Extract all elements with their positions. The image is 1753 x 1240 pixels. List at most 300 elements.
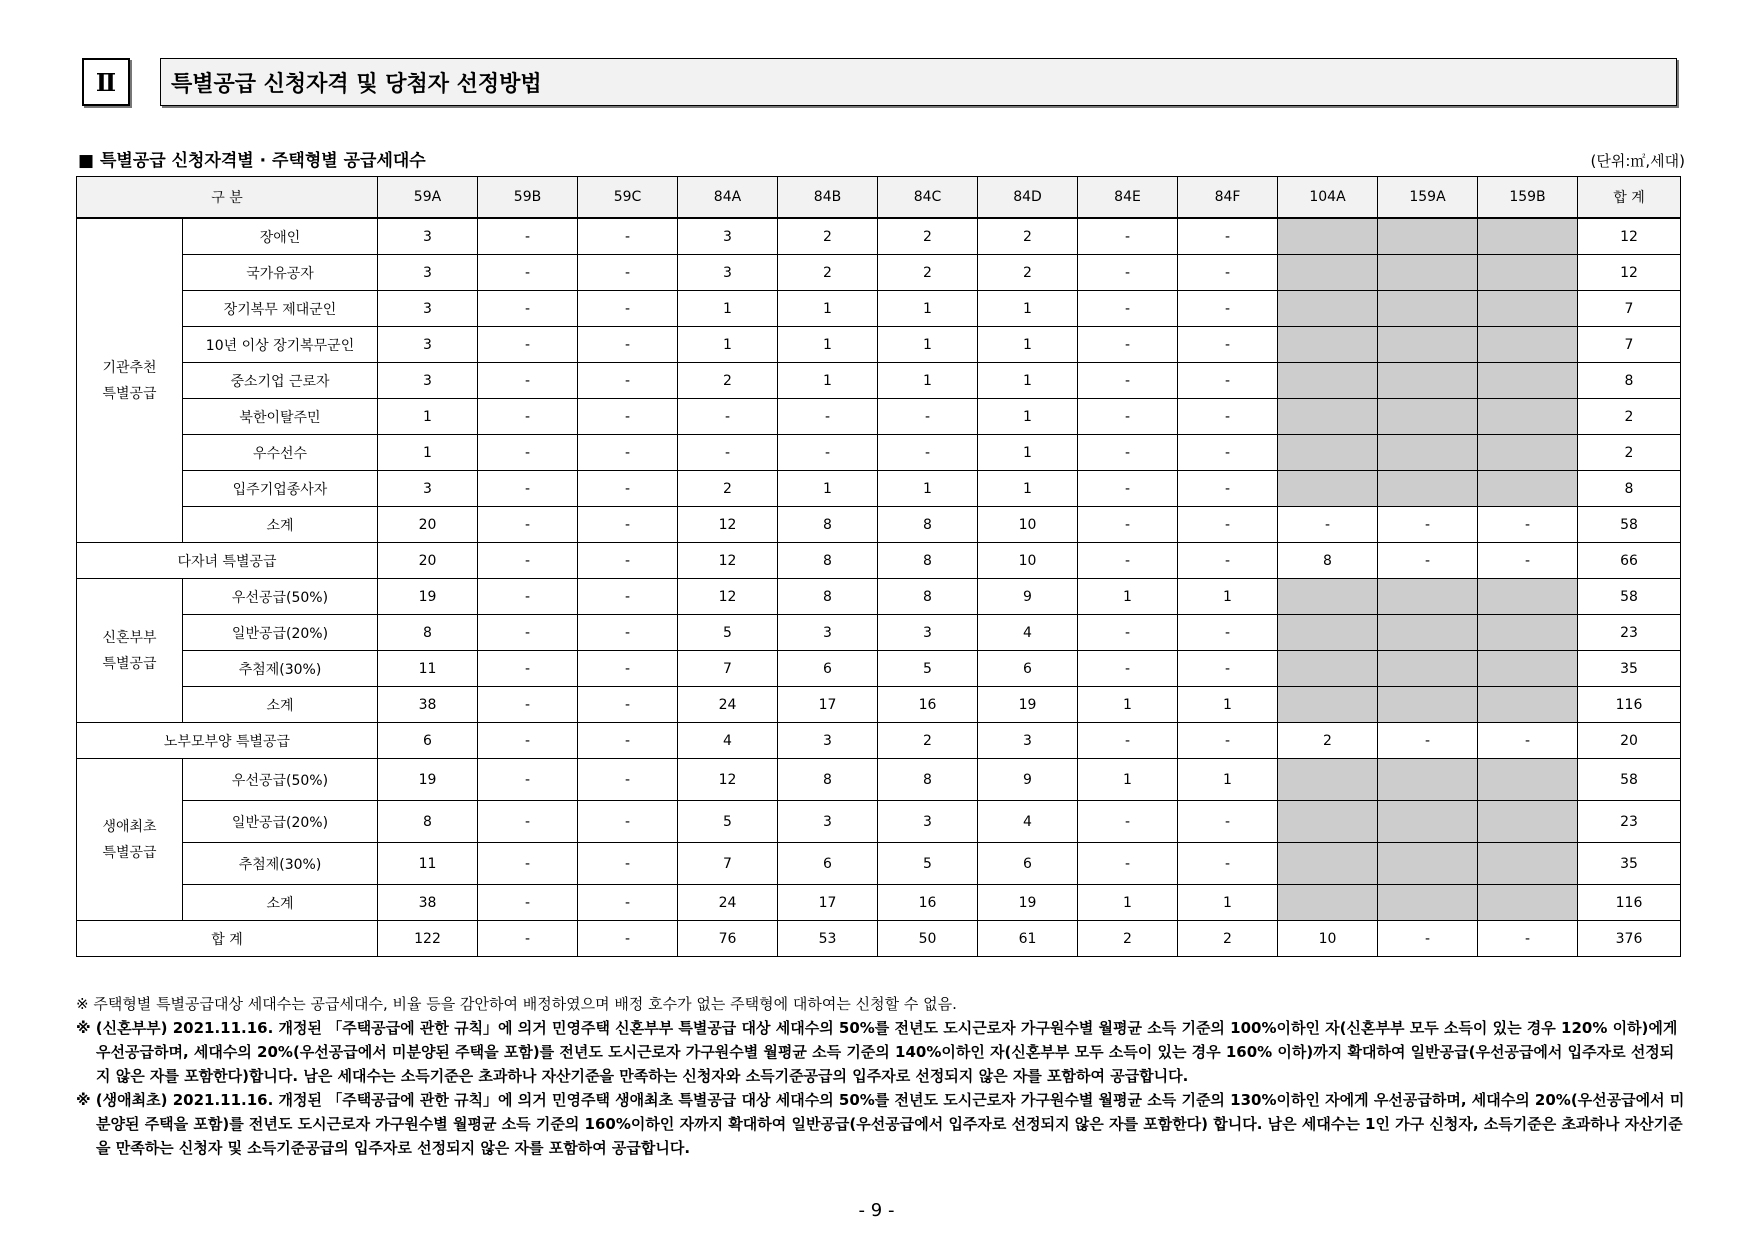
table-cell: 3: [378, 363, 478, 399]
row-label: 장기복무 제대군인: [183, 291, 378, 327]
table-cell: -: [478, 255, 578, 291]
row-label: 10년 이상 장기복무군인: [183, 327, 378, 363]
table-cell: -: [1178, 843, 1278, 885]
table-cell: 19: [378, 579, 478, 615]
table-cell: -: [878, 399, 978, 435]
table-cell: -: [1178, 507, 1278, 543]
table-cell: -: [1178, 435, 1278, 471]
table-cell: -: [578, 435, 678, 471]
table-cell: 1: [778, 471, 878, 507]
table-cell: 19: [378, 759, 478, 801]
empty-cell: [1378, 579, 1478, 615]
table-cell: -: [1178, 471, 1278, 507]
empty-cell: [1278, 471, 1378, 507]
table-cell: 1: [978, 327, 1078, 363]
table-cell: 2: [778, 255, 878, 291]
header-col: 59B: [478, 177, 578, 219]
table-cell: 8: [778, 579, 878, 615]
note-general: ※ 주택형별 특별공급대상 세대수는 공급세대수, 비율 등을 감안하여 배정하였으며 배정 호수가 없는 주택형에 대하여는 신청할 수 없음.: [76, 995, 957, 1013]
row-label: 소계: [183, 687, 378, 723]
row-total: 116: [1578, 687, 1681, 723]
notes: [76, 992, 1686, 1160]
empty-cell: [1478, 255, 1578, 291]
table-cell: 1: [878, 327, 978, 363]
table-cell: 2: [878, 255, 978, 291]
table-cell: 1: [878, 363, 978, 399]
empty-cell: [1378, 363, 1478, 399]
table-cell: 3: [378, 471, 478, 507]
table-cell: 1: [978, 435, 1078, 471]
row-total: 23: [1578, 801, 1681, 843]
table-cell: 8: [878, 579, 978, 615]
row-total: 2: [1578, 399, 1681, 435]
row-total: 66: [1578, 543, 1681, 579]
row-total: 116: [1578, 885, 1681, 921]
table-cell: -: [1378, 543, 1478, 579]
row-total: 7: [1578, 327, 1681, 363]
row-label: 추첨제(30%): [183, 843, 378, 885]
row-total: 58: [1578, 579, 1681, 615]
note-first-time: ※ (생애최초) 2021.11.16. 개정된 「주택공급에 관한 규칙」에 의거 민영주택 생애최초 특별공급 대상 세대수의 50%를 전년도 도시근로자 가구원수별 월평균 소득 기준의 130%이하인 자에게 우선공급하며, 세대수의 20%(우선공급에서 미분양된 주택을 포함)를 전년도 도시근로자 가구원수별 월평균 소득 기준의 160%이하인 자까지 확대하여 일반공급(우선공급에서 입주자로 선정되지 않은 자를 포함한다) 합니다. 남은 세대수는 1인 가구 신청자, 소득기준은 초과하나 자산기준을 만족하는 신청자 및 소득기준공급의 입주자로 선정되지 않은 자를 포함하여 공급합니다.: [76, 1091, 1685, 1157]
empty-cell: [1478, 471, 1578, 507]
header-col: 84C: [878, 177, 978, 219]
empty-cell: [1378, 843, 1478, 885]
table-cell: -: [578, 327, 678, 363]
table-cell: 9: [978, 759, 1078, 801]
group-label: 생애최초 특별공급: [77, 759, 183, 921]
empty-cell: [1378, 687, 1478, 723]
table-cell: 76: [678, 921, 778, 957]
table-cell: 7: [678, 651, 778, 687]
table-cell: -: [478, 723, 578, 759]
table-cell: 8: [1278, 543, 1378, 579]
empty-cell: [1278, 399, 1378, 435]
table-row: [77, 363, 1681, 399]
table-cell: -: [1078, 399, 1178, 435]
table-cell: 1: [978, 399, 1078, 435]
empty-cell: [1378, 801, 1478, 843]
empty-cell: [1478, 801, 1578, 843]
table-cell: 3: [878, 801, 978, 843]
table-cell: 12: [678, 543, 778, 579]
row-label: 국가유공자: [183, 255, 378, 291]
table-cell: 6: [778, 843, 878, 885]
grand-total-value: 376: [1578, 921, 1681, 957]
table-cell: -: [578, 291, 678, 327]
table-cell: -: [478, 801, 578, 843]
row-total: 58: [1578, 759, 1681, 801]
table-cell: 1: [1178, 579, 1278, 615]
group-label: 다자녀 특별공급: [77, 543, 378, 579]
table-cell: 3: [878, 615, 978, 651]
table-cell: -: [578, 363, 678, 399]
empty-cell: [1278, 579, 1378, 615]
table-cell: -: [478, 435, 578, 471]
table-cell: 1: [778, 327, 878, 363]
row-label: 우수선수: [183, 435, 378, 471]
table-cell: -: [478, 363, 578, 399]
header-col: 84E: [1078, 177, 1178, 219]
section-number: Ⅱ: [82, 58, 130, 106]
table-cell: -: [1078, 218, 1178, 255]
table-cell: 1: [678, 327, 778, 363]
empty-cell: [1378, 651, 1478, 687]
table-cell: 6: [978, 651, 1078, 687]
grand-total-row: [77, 921, 1681, 957]
table-cell: 8: [778, 759, 878, 801]
row-label: 우선공급(50%): [183, 579, 378, 615]
table-cell: 2: [1278, 723, 1378, 759]
table-cell: -: [1178, 615, 1278, 651]
table-cell: 61: [978, 921, 1078, 957]
table-cell: -: [478, 921, 578, 957]
table-cell: 4: [678, 723, 778, 759]
empty-cell: [1278, 843, 1378, 885]
empty-cell: [1478, 885, 1578, 921]
table-cell: 3: [978, 723, 1078, 759]
table-row: [77, 218, 1681, 255]
table-cell: 1: [978, 291, 1078, 327]
table-cell: -: [1078, 801, 1178, 843]
table-cell: -: [1478, 723, 1578, 759]
table-cell: 1: [878, 471, 978, 507]
empty-cell: [1378, 399, 1478, 435]
row-label: 장애인: [183, 218, 378, 255]
table-cell: -: [578, 759, 678, 801]
table-cell: -: [1078, 651, 1178, 687]
table-cell: 3: [378, 255, 478, 291]
table-cell: -: [478, 579, 578, 615]
table-cell: 4: [978, 801, 1078, 843]
header-col: 84B: [778, 177, 878, 219]
table-cell: 1: [1178, 759, 1278, 801]
empty-cell: [1478, 579, 1578, 615]
table-cell: 12: [678, 579, 778, 615]
table-cell: 1: [778, 363, 878, 399]
table-cell: 8: [378, 615, 478, 651]
row-label: 중소기업 근로자: [183, 363, 378, 399]
table-cell: 24: [678, 885, 778, 921]
table-cell: 17: [778, 687, 878, 723]
table-cell: -: [578, 218, 678, 255]
header-col: 159B: [1478, 177, 1578, 219]
table-row: [77, 291, 1681, 327]
table-row: [77, 651, 1681, 687]
table-cell: -: [478, 399, 578, 435]
empty-cell: [1378, 435, 1478, 471]
table-cell: -: [578, 801, 678, 843]
header-total: 합 계: [1578, 177, 1681, 219]
table-row: [77, 843, 1681, 885]
row-label: 추첨제(30%): [183, 651, 378, 687]
table-cell: -: [478, 543, 578, 579]
table-cell: 6: [778, 651, 878, 687]
table-cell: -: [578, 651, 678, 687]
empty-cell: [1278, 801, 1378, 843]
table-cell: -: [1078, 507, 1178, 543]
table-cell: -: [1278, 507, 1378, 543]
table-row: [77, 507, 1681, 543]
row-total: 12: [1578, 255, 1681, 291]
table-cell: -: [578, 543, 678, 579]
row-label: 소계: [183, 885, 378, 921]
table-cell: -: [478, 885, 578, 921]
table-cell: -: [478, 291, 578, 327]
table-cell: -: [1178, 218, 1278, 255]
row-label: 우선공급(50%): [183, 759, 378, 801]
table-cell: -: [478, 327, 578, 363]
empty-cell: [1278, 327, 1378, 363]
empty-cell: [1378, 759, 1478, 801]
table-cell: 1: [678, 291, 778, 327]
table-cell: -: [1078, 327, 1178, 363]
table-cell: -: [1178, 543, 1278, 579]
table-cell: 2: [778, 218, 878, 255]
table-cell: 19: [978, 687, 1078, 723]
table-row: [77, 327, 1681, 363]
table-cell: 11: [378, 651, 478, 687]
table-cell: -: [1078, 543, 1178, 579]
table-cell: -: [1078, 843, 1178, 885]
table-cell: 1: [778, 291, 878, 327]
header-col: 84F: [1178, 177, 1278, 219]
table-cell: 20: [378, 543, 478, 579]
table-cell: 5: [678, 801, 778, 843]
row-total: 35: [1578, 651, 1681, 687]
table-cell: -: [578, 843, 678, 885]
table-cell: 1: [978, 363, 1078, 399]
table-subtitle: ■ 특별공급 신청자격별 · 주택형별 공급세대수: [78, 151, 426, 171]
table-cell: -: [1478, 921, 1578, 957]
table-cell: 24: [678, 687, 778, 723]
table-cell: -: [578, 921, 678, 957]
table-row: [77, 759, 1681, 801]
table-cell: -: [1178, 255, 1278, 291]
table-cell: -: [578, 471, 678, 507]
header-row: [77, 177, 1681, 219]
table-cell: 11: [378, 843, 478, 885]
table-cell: 1: [378, 435, 478, 471]
table-row: [77, 615, 1681, 651]
table-cell: -: [478, 218, 578, 255]
empty-cell: [1478, 218, 1578, 255]
empty-cell: [1378, 471, 1478, 507]
table-cell: 8: [878, 507, 978, 543]
table-cell: -: [678, 435, 778, 471]
empty-cell: [1478, 615, 1578, 651]
table-cell: 8: [778, 543, 878, 579]
table-cell: 20: [378, 507, 478, 543]
row-total: 12: [1578, 218, 1681, 255]
table-cell: 1: [978, 471, 1078, 507]
empty-cell: [1478, 843, 1578, 885]
table-cell: 5: [878, 651, 978, 687]
table-cell: -: [578, 885, 678, 921]
header-col: 159A: [1378, 177, 1478, 219]
table-cell: -: [478, 471, 578, 507]
note-newlyweds: ※ (신혼부부) 2021.11.16. 개정된 「주택공급에 관한 규칙」에 의거 민영주택 신혼부부 특별공급 대상 세대수의 50%를 전년도 도시근로자 가구원수별 월평균 소득 기준의 100%이하인 자(신혼부부 모두 소득이 있는 경우 120% 이하)에게 우선공급하며, 세대수의 20%(우선공급에서 미분양된 주택을 포함)를 전년도 도시근로자 가구원수별 월평균 소득 기준의 140%이하인 자(신혼부부 모두 소득이 있는 경우 160% 이하)까지 확대하여 일반공급(우선공급에서 입주자로 선정되지 않은 자를 포함한다)합니다. 남은 세대수는 소득기준은 초과하나 자산기준을 만족하는 신청자와 소득기준공급의 입주자로 선정되지 않은 자를 포함하여 공급합니다.: [76, 1019, 1678, 1085]
table-cell: -: [1078, 435, 1178, 471]
header-col: 59A: [378, 177, 478, 219]
table-row: [77, 399, 1681, 435]
row-total: 2: [1578, 435, 1681, 471]
table-cell: 2: [1178, 921, 1278, 957]
table-cell: -: [1078, 291, 1178, 327]
supply-table: [76, 176, 1681, 957]
table-row: [77, 801, 1681, 843]
section-title: 특별공급 신청자격 및 당첨자 선정방법: [160, 58, 1677, 106]
table-cell: -: [578, 507, 678, 543]
table-row: [77, 885, 1681, 921]
table-cell: 1: [378, 399, 478, 435]
table-cell: 2: [678, 363, 778, 399]
table-row: [77, 255, 1681, 291]
empty-cell: [1378, 255, 1478, 291]
table-cell: -: [1178, 363, 1278, 399]
table-cell: -: [478, 507, 578, 543]
empty-cell: [1278, 687, 1378, 723]
table-cell: 2: [678, 471, 778, 507]
empty-cell: [1378, 218, 1478, 255]
table-cell: -: [578, 399, 678, 435]
table-cell: 19: [978, 885, 1078, 921]
table-cell: -: [478, 615, 578, 651]
table-cell: -: [578, 579, 678, 615]
empty-cell: [1278, 435, 1378, 471]
table-cell: 16: [878, 885, 978, 921]
header-category: 구 분: [77, 177, 378, 219]
header-col: 59C: [578, 177, 678, 219]
empty-cell: [1278, 885, 1378, 921]
empty-cell: [1278, 291, 1378, 327]
table-cell: -: [1178, 651, 1278, 687]
row-label: 일반공급(20%): [183, 615, 378, 651]
table-cell: -: [1178, 399, 1278, 435]
table-cell: -: [1078, 471, 1178, 507]
table-cell: 2: [878, 723, 978, 759]
table-cell: 8: [878, 759, 978, 801]
table-cell: -: [1478, 507, 1578, 543]
empty-cell: [1278, 615, 1378, 651]
table-cell: 5: [878, 843, 978, 885]
row-total: 8: [1578, 363, 1681, 399]
row-total: 20: [1578, 723, 1681, 759]
table-cell: -: [478, 759, 578, 801]
table-cell: 10: [978, 507, 1078, 543]
table-row: [77, 579, 1681, 615]
empty-cell: [1378, 615, 1478, 651]
table-cell: 1: [1178, 885, 1278, 921]
table-cell: -: [1178, 327, 1278, 363]
table-cell: -: [778, 435, 878, 471]
table-cell: 8: [378, 801, 478, 843]
table-row: [77, 723, 1681, 759]
table-cell: 3: [778, 723, 878, 759]
empty-cell: [1478, 363, 1578, 399]
table-cell: 38: [378, 687, 478, 723]
table-cell: 3: [778, 615, 878, 651]
header-col: 84D: [978, 177, 1078, 219]
table-row: [77, 435, 1681, 471]
table-cell: -: [1478, 543, 1578, 579]
table-cell: -: [1378, 921, 1478, 957]
table-cell: -: [1078, 255, 1178, 291]
empty-cell: [1278, 218, 1378, 255]
empty-cell: [1478, 399, 1578, 435]
table-cell: -: [578, 687, 678, 723]
table-cell: -: [578, 615, 678, 651]
table-cell: -: [878, 435, 978, 471]
table-cell: -: [1378, 507, 1478, 543]
empty-cell: [1478, 651, 1578, 687]
table-cell: 38: [378, 885, 478, 921]
row-total: 35: [1578, 843, 1681, 885]
table-cell: 16: [878, 687, 978, 723]
table-cell: 17: [778, 885, 878, 921]
grand-total-label: 합 계: [77, 921, 378, 957]
row-label: 북한이탈주민: [183, 399, 378, 435]
row-total: 23: [1578, 615, 1681, 651]
table-cell: 3: [378, 291, 478, 327]
row-total: 58: [1578, 507, 1681, 543]
table-cell: 1: [1178, 687, 1278, 723]
table-cell: -: [1078, 723, 1178, 759]
table-cell: 1: [878, 291, 978, 327]
table-cell: 3: [378, 218, 478, 255]
table-cell: -: [478, 651, 578, 687]
table-cell: 2: [1078, 921, 1178, 957]
table-row: [77, 471, 1681, 507]
empty-cell: [1478, 759, 1578, 801]
table-cell: -: [478, 687, 578, 723]
row-total: 8: [1578, 471, 1681, 507]
table-cell: 10: [1278, 921, 1378, 957]
table-cell: 7: [678, 843, 778, 885]
empty-cell: [1378, 885, 1478, 921]
table-cell: -: [578, 723, 678, 759]
table-cell: 4: [978, 615, 1078, 651]
table-cell: 9: [978, 579, 1078, 615]
table-cell: -: [1078, 363, 1178, 399]
table-cell: 2: [978, 218, 1078, 255]
row-total: 7: [1578, 291, 1681, 327]
empty-cell: [1278, 759, 1378, 801]
table-cell: -: [478, 843, 578, 885]
table-cell: 12: [678, 507, 778, 543]
table-cell: 2: [978, 255, 1078, 291]
table-cell: -: [1378, 723, 1478, 759]
table-cell: 3: [678, 218, 778, 255]
group-label: 노부모부양 특별공급: [77, 723, 378, 759]
row-label: 일반공급(20%): [183, 801, 378, 843]
table-cell: 53: [778, 921, 878, 957]
empty-cell: [1478, 687, 1578, 723]
empty-cell: [1478, 291, 1578, 327]
group-label: 기관추천 특별공급: [77, 218, 183, 543]
table-cell: 8: [878, 543, 978, 579]
table-cell: 3: [378, 327, 478, 363]
table-cell: -: [1178, 801, 1278, 843]
empty-cell: [1378, 327, 1478, 363]
table-cell: 1: [1078, 759, 1178, 801]
table-cell: -: [678, 399, 778, 435]
empty-cell: [1278, 255, 1378, 291]
table-cell: 6: [978, 843, 1078, 885]
table-cell: 1: [1078, 687, 1178, 723]
table-cell: 50: [878, 921, 978, 957]
table-cell: 8: [778, 507, 878, 543]
page-number: - 9 -: [858, 1200, 895, 1221]
